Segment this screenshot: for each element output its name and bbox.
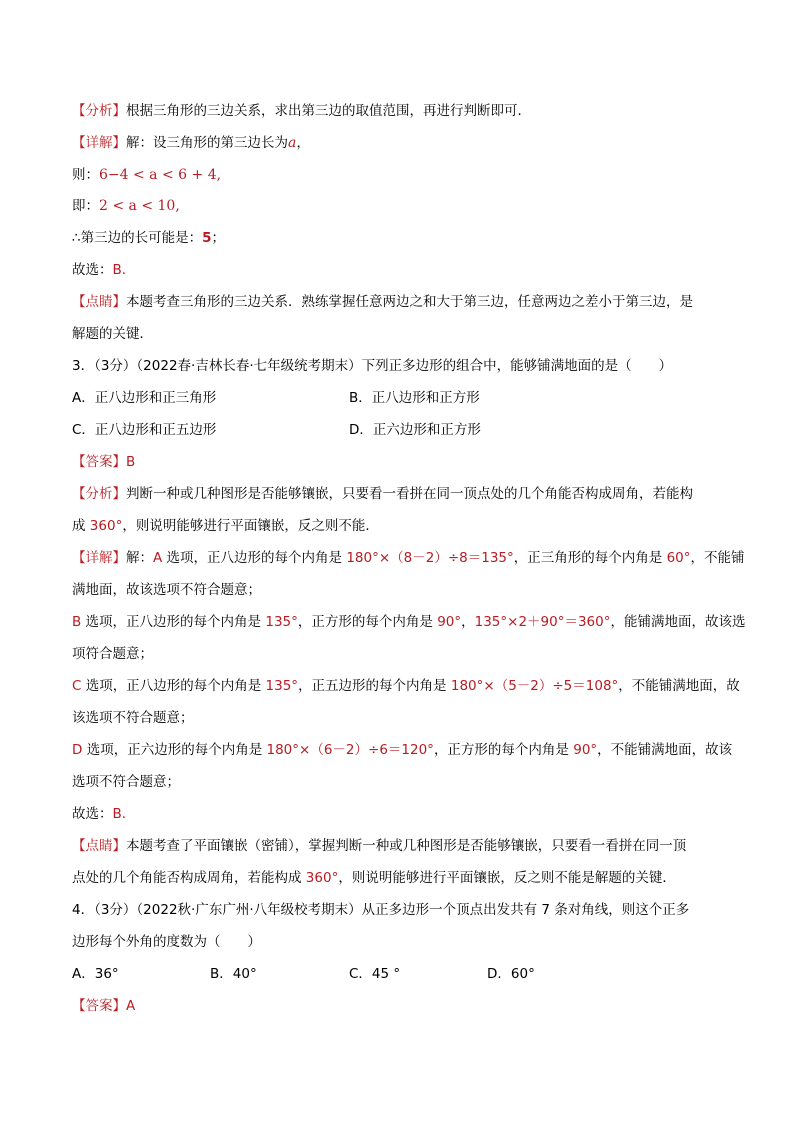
q4-option-c: C．45 ° xyxy=(349,966,401,982)
analysis-text: 根据三角形的三边关系，求出第三边的取值范围，再进行判断即可． xyxy=(126,103,531,119)
q3-analysis-line-1 xyxy=(72,484,693,504)
q3-comment-line-2: 点处的几个角能否构成周角，若能构成 360°，则说明能够进行平面镶嵌，反之则不能是解题的关键． xyxy=(72,870,676,886)
choose-label: 故选： xyxy=(72,262,113,278)
q3-option-c: C．正八边形和正五边形 xyxy=(72,422,217,438)
then-label: 则： xyxy=(72,167,99,183)
q3-detail-line-7: D 选项，正六边形的每个内角是 180°×（6－2）÷6＝120°，正方形的每个内角是 90°，不能铺满地面，故该 xyxy=(72,742,733,758)
q3-answer-value: B xyxy=(126,454,136,470)
then-line xyxy=(72,165,221,185)
analysis-line xyxy=(72,101,531,121)
q3-stem-text: （3分）（2022春·吉林长春·七年级统考期末）下列正多边形的组合中，能够铺满地面的是（ ） xyxy=(94,358,673,374)
comment-line-2 xyxy=(72,324,153,344)
choose-line xyxy=(72,260,135,280)
q3-detail-line-3: B 选项，正八边形的每个内角是 135°，正方形的每个内角是 90°，135°×2＋90°＝360°，能铺满地面，故该选 xyxy=(72,614,746,630)
q3-detail-line-1: 【详解】解：A 选项，正八边形的每个内角是 180°×（8－2）÷8＝135°，正三角形的每个内角是 60°，不能铺 xyxy=(72,550,745,566)
q3-detail-label: 【详解】 xyxy=(72,550,126,566)
q4-answer-value: A xyxy=(126,998,136,1014)
comment-text-1: 本题考查三角形的三边关系．熟练掌握任意两边之和大于第三边，任意两边之差小于第三边，是 xyxy=(126,294,693,310)
inequality-1: 6−4 < a < 6 + 4, xyxy=(99,167,222,183)
q3-option-a: A．正八边形和正三角形 xyxy=(72,390,217,406)
q3-answer-line xyxy=(72,452,135,472)
q3-analysis-text-1: 判断一种或几种图形是否能够镶嵌，只要看一看拼在同一顶点处的几个角能否构成周角，若能构 xyxy=(126,486,693,502)
third-side-line: ∴第三边的长可能是：5； xyxy=(72,230,225,246)
comment-label: 【点睛】 xyxy=(72,294,126,310)
q3-option-d: D．正六边形和正方形 xyxy=(349,422,481,438)
detail-text: 解：设三角形的第三边长为 xyxy=(126,135,288,151)
q4-answer-line xyxy=(72,996,135,1016)
q3-answer-label: 【答案】 xyxy=(72,454,126,470)
q3-comment-line-1: 【点睛】本题考查了平面镶嵌（密铺），掌握判断一种或几种图形是否能够镶嵌，只要看一看拼在同一顶 xyxy=(72,838,687,854)
q4-option-b: B．40° xyxy=(210,966,257,982)
detail-line: 【详解】解：设三角形的第三边长为a， xyxy=(72,135,310,151)
q3-detail-line-6: 该选项不符合题意； xyxy=(72,710,194,726)
q3-detail-line-2: 满地面，故该选项不符合题意； xyxy=(72,582,261,598)
third-side-text: ∴第三边的长可能是： xyxy=(72,230,203,246)
q3-detail-line-5: C 选项，正八边形的每个内角是 135°，正五边形的每个内角是 180°×（5－2）÷5＝108°，不能铺满地面，故 xyxy=(72,678,740,694)
q3-choose-line: 故选：B． xyxy=(72,806,136,822)
q3-detail-line-8: 选项不符合题意； xyxy=(72,774,180,790)
q4-stem-line-1: 4．（3分）（2022秋·广东广州·八年级校考期末）从正多边形一个顶点出发共有 7 条对角线，则这个正多 xyxy=(72,902,690,918)
so-label: 即： xyxy=(72,198,99,214)
inequality-2: 2 < a < 10, xyxy=(99,198,180,214)
comment-line-1 xyxy=(72,292,693,312)
q3-analysis-line-2: 成 360°，则说明能够进行平面镶嵌，反之则不能． xyxy=(72,518,379,534)
q4-option-a: A．36° xyxy=(72,966,119,982)
analysis-label: 【分析】 xyxy=(72,103,126,119)
q3-number: 3． xyxy=(72,358,95,374)
q3-analysis-label: 【分析】 xyxy=(72,486,126,502)
q4-answer-label: 【答案】 xyxy=(72,998,126,1014)
q4-number: 4． xyxy=(72,902,95,918)
q4-option-d: D．60° xyxy=(487,966,535,982)
so-line xyxy=(72,196,180,216)
variable-a: a xyxy=(288,135,297,151)
third-side-value: 5 xyxy=(202,230,212,246)
q3-option-b: B．正八边形和正方形 xyxy=(349,390,480,406)
choose-value: B． xyxy=(112,262,136,278)
q3-stem xyxy=(72,356,672,376)
comment-text-2: 解题的关键． xyxy=(72,326,153,342)
q3-comment-label: 【点睛】 xyxy=(72,838,126,854)
q3-detail-line-4: 项符合题意； xyxy=(72,646,153,662)
q4-stem-line-2: 边形每个外角的度数为（ ） xyxy=(72,934,261,950)
detail-label: 【详解】 xyxy=(72,135,126,151)
